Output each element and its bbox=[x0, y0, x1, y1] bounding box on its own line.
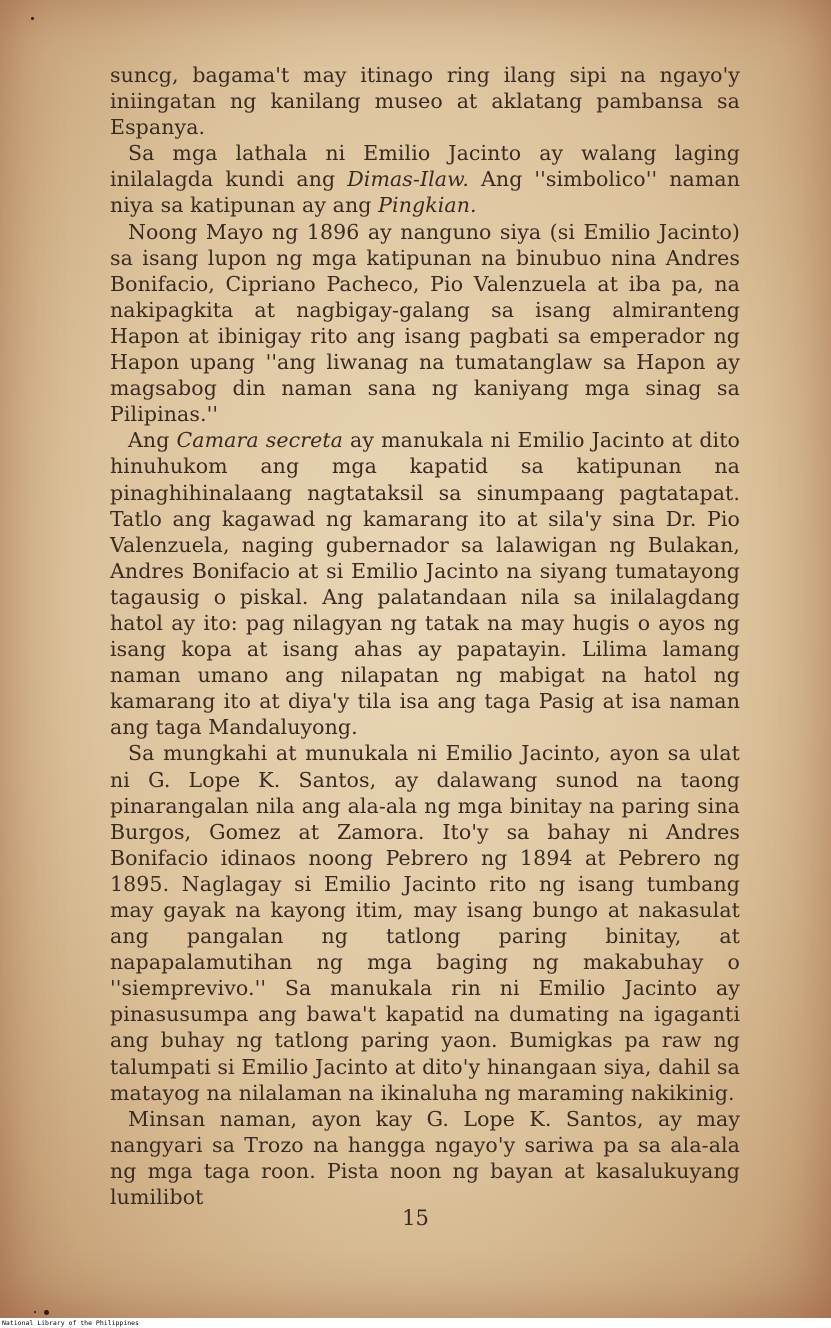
italic-run: Camara secreta bbox=[176, 428, 343, 453]
text-run: Noong Mayo ng 1896 ay nanguno siya (si Emilio Jacinto) sa isang lupon ng mga katipunan na binubuo nina Andres Bonifacio, Cipriano Pacheco, Pio Valenzuela at iba pa, na nakipagkita at nagbigay-galang sa isang almiranteng Hapon at ibinigay rito ang isang pagbati sa emperador ng Hapon upang ''ang liwanag na tumatanglaw sa Hapon ay magsabog din naman sana ng kaniyang mga sinag sa Pilipinas.'' bbox=[110, 219, 740, 427]
text-run: Sa mungkahi at munukala ni Emilio Jacinto, ayon sa ulat ni G. Lope K. Santos, ay dalawang sunod na taong pinarangalan nila ang ala-ala ng mga binitay na paring sina Burgos, Gomez at Zamora. Ito'y sa bahay ni Andres Bonifacio idinaos noong Pebrero ng 1894 at Pebrero ng 1895. Naglagay si Emilio Jacinto rito ng isang tumbang may gayak na kayong itim, may isang bungo at nakasulat ang pangalan ng tatlong paring binitay, at napapalamutihan ng mga baging ng makabuhay o ''siemprevivo.'' Sa manukala rin ni Emilio Jacinto ay pinasusumpa ang bawa't kapatid na dumating na igaganti ang buhay ng tatlong paring yaon. Bumigkas pa raw ng talumpati si Emilio Jacinto at dito'y hinangaan siya, dahil sa matayog na nilalaman na ikinaluha ng maraming nakikinig. bbox=[110, 741, 740, 1105]
paragraph bbox=[110, 62, 740, 140]
text-run: suncg, bagama't may itinago ring ilang sipi na ngayo'y iniingatan ng kanilang museo at aklatang pambansa sa Espanya. bbox=[110, 63, 740, 140]
italic-run: Pingkian. bbox=[378, 193, 477, 218]
footer-bar bbox=[0, 1318, 831, 1328]
paragraph bbox=[110, 219, 740, 428]
body-text bbox=[110, 62, 740, 1210]
italic-run: Dimas-Ilaw. bbox=[347, 167, 469, 192]
paragraph bbox=[110, 1106, 740, 1210]
text-run: Minsan naman, ayon kay G. Lope K. Santos, ay may nangyari sa Trozo na hangga ngayo'y sariwa pa sa ala-ala ng mga taga roon. Pista noon ng bayan at kasalukuyang lumilibot bbox=[110, 1106, 740, 1210]
page-number: 15 bbox=[402, 1206, 429, 1230]
paragraph bbox=[110, 427, 740, 740]
speck-mark bbox=[31, 17, 34, 20]
speck-mark bbox=[44, 1310, 49, 1315]
paragraph bbox=[110, 140, 740, 218]
text-run: Sa mga lathala ni Emilio Jacinto ay walang laging inilalagda kundi ang bbox=[110, 141, 740, 192]
speck-mark bbox=[34, 1311, 36, 1313]
text-run: ay manukala ni Emilio Jacinto at dito hinuhukom ang mga kapatid sa katipunan na pinaghihinalaang nagtataksil sa sinumpaang pagtatapat. Tatlo ang kagawad ng kamarang ito at sila'y sina Dr. Pio Valenzuela, naging gubernador sa lalawigan ng Bulakan, Andres Bonifacio at si Emilio Jacinto na siyang tumatayong tagausig o piskal. Ang palatandaan nila sa inilalagdang hatol ay ito: pag nilagyan ng tatak na may hugis o ayos ng isang kopa at isang ahas ay papatayin. Lilima lamang naman umano ang nilapatan ng mabigat na hatol ng kamarang ito at diya'y tila isa ang taga Pasig at isa naman ang taga Mandaluyong. bbox=[110, 428, 740, 740]
text-run: Ang ''simbolico'' naman niya sa katipunan ay ang bbox=[110, 167, 740, 218]
paragraph bbox=[110, 740, 740, 1105]
footer-credit: National Library of the Philippines bbox=[2, 1319, 139, 1327]
text-run: Ang bbox=[128, 428, 177, 453]
